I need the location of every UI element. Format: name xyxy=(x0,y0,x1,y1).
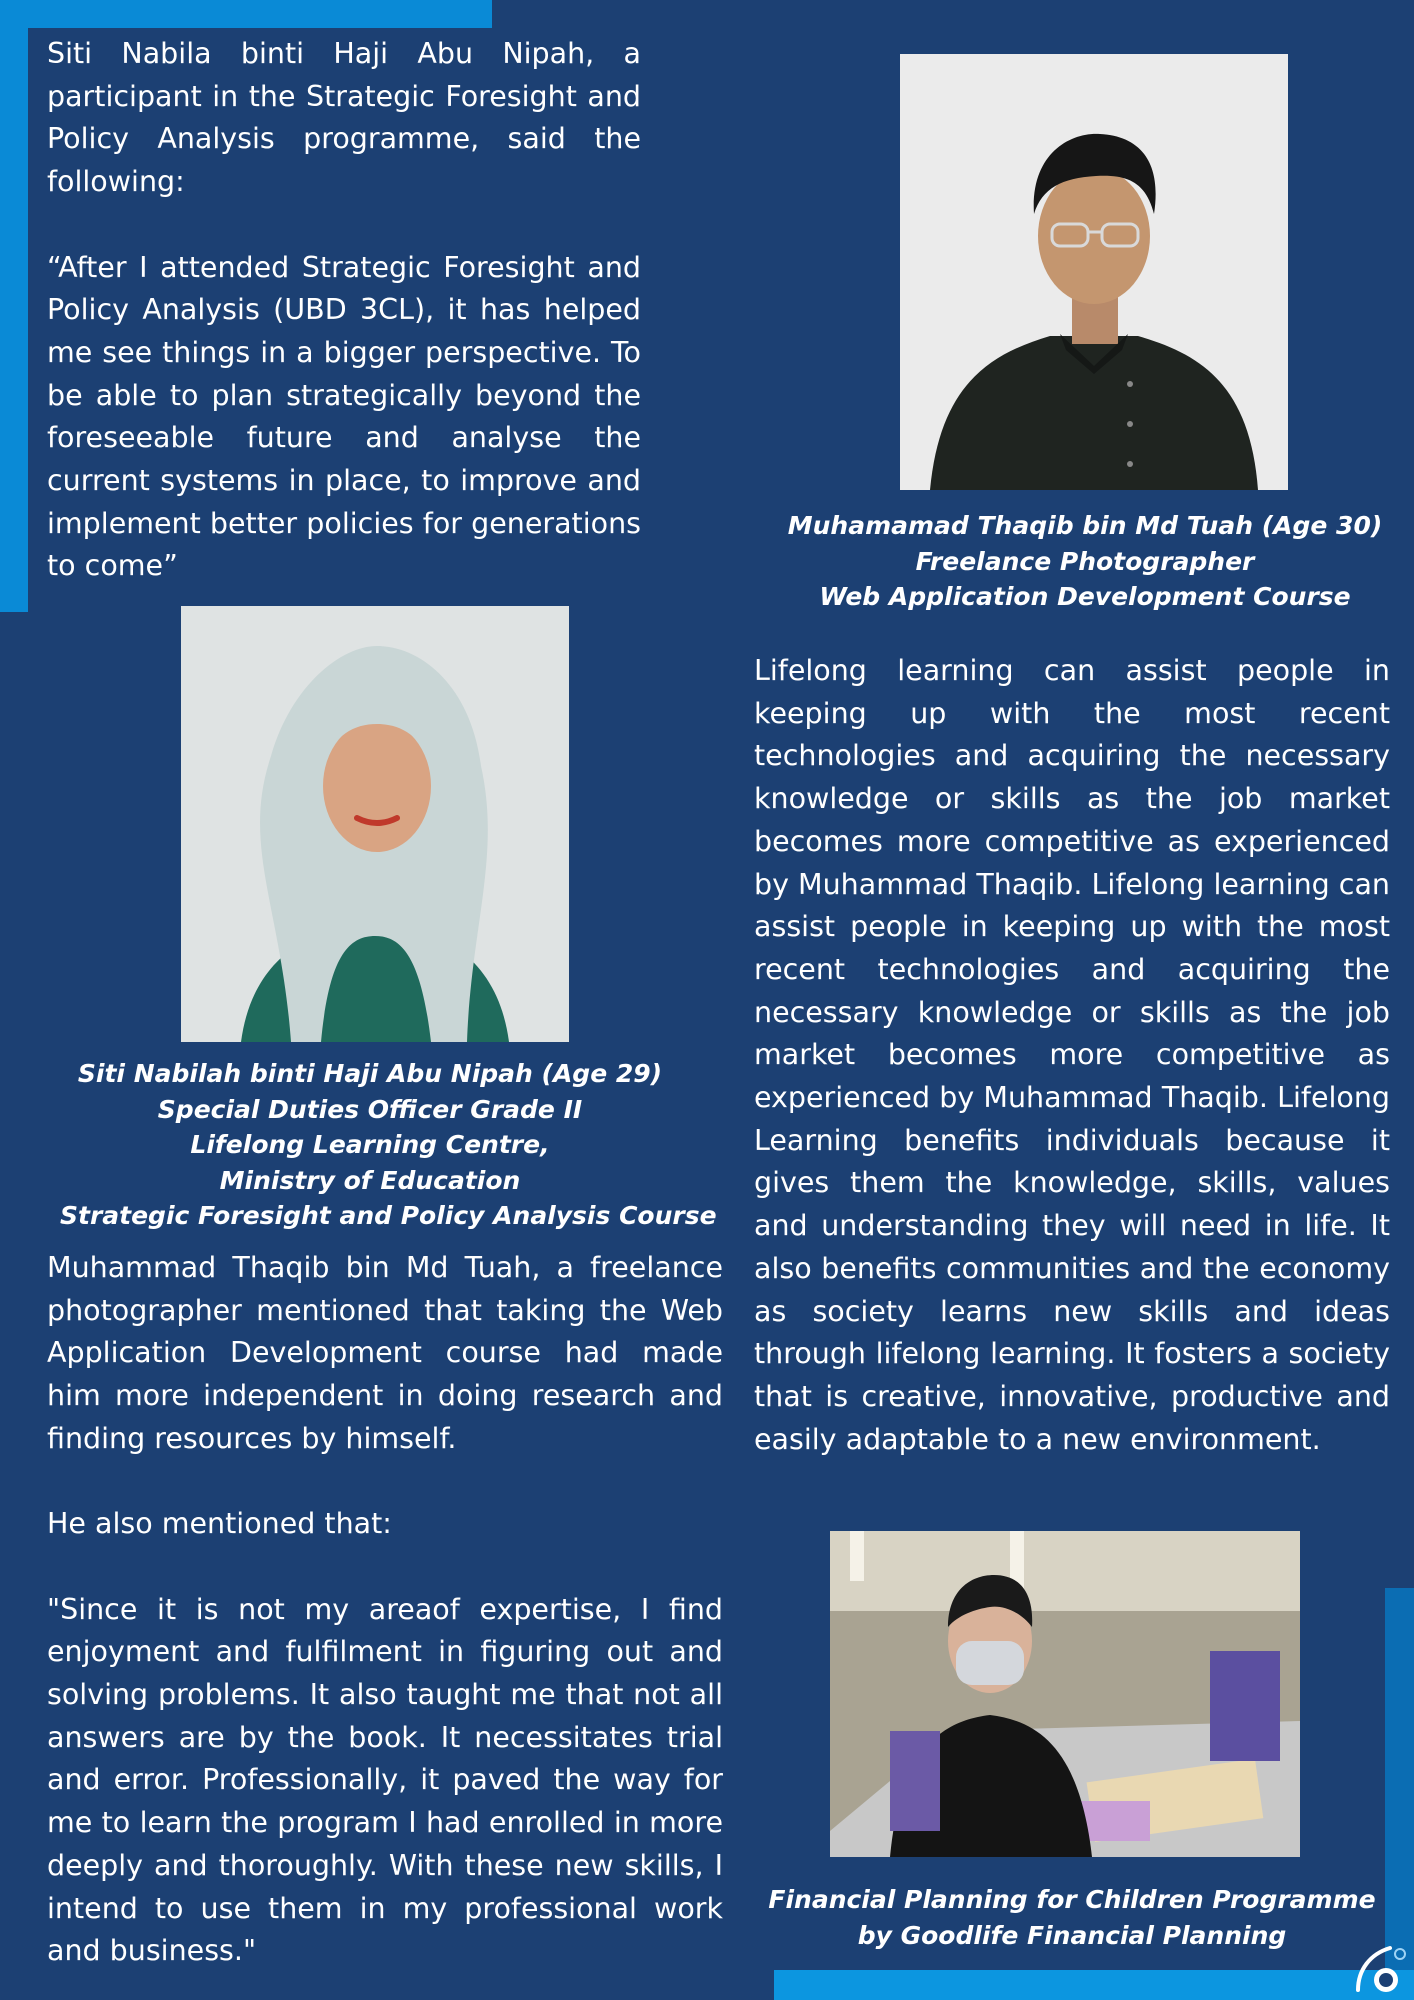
thaqib-caption-occupation: Freelance Photographer xyxy=(915,546,1255,576)
siti-caption-name: Siti Nabilah binti Haji Abu Nipah (Age 29) xyxy=(77,1059,663,1088)
top-accent-bar xyxy=(0,0,492,28)
left-accent-bar xyxy=(0,0,28,612)
lifelong-learning-paragraph: Lifelong learning can assist people in keeping up with the most recent technologies and acquiring the necessary knowledge or skills as the job market becomes more competitive as experienced by Muhammad Thaqib. Lifelong learning can assist people in keeping up with the most recent technologies and acquiring the necessary knowledge or skills as the job market becomes more competitive as experienced by Muhammad Thaqib. Lifelong Learning benefits individuals because it gives them the knowledge, skills, values and understanding they will need in life. It also benefits communities and the economy as society learns new skills and ideas through lifelong learning. It fosters a society that is creative, innovative, productive and easily adaptable to a new environment. xyxy=(754,654,1390,1456)
thaqib-intro-text: Muhammad Thaqib bin Md Tuah, a freelance photographer mentioned that taking the Web Application Development course had made him more independent in doing research and finding resources by himself. xyxy=(47,1251,723,1455)
thaqib-testimonial xyxy=(47,1247,723,1973)
programme-caption-organizer: by Goodlife Financial Planning xyxy=(857,1920,1287,1950)
thaqib-portrait-photo xyxy=(900,54,1288,490)
siti-caption-department: Lifelong Learning Centre, xyxy=(190,1130,550,1159)
thaqib-caption xyxy=(765,508,1405,615)
programme-caption xyxy=(752,1882,1392,1953)
siti-portrait-photo xyxy=(181,606,569,1042)
corner-logo-icon xyxy=(1350,1940,1408,1996)
bottom-accent-bar xyxy=(774,1970,1414,2000)
siti-quote-text: “After I attended Strategic Foresight and Policy Analysis (UBD 3CL), it has helped me see things in a bigger perspective. To be able to plan strategically beyond the foreseeable future and analyse the current systems in place, to improve and implement better policies for generations to come” xyxy=(47,250,641,583)
programme-photo xyxy=(830,1531,1300,1857)
siti-caption-course: Strategic Foresight and Policy Analysis Course xyxy=(60,1201,717,1230)
siti-caption-ministry: Ministry of Education xyxy=(219,1165,521,1195)
siti-caption xyxy=(60,1056,717,1234)
thaqib-quote-text: "Since it is not my areaof expertise, I find enjoyment and fulfilment in figuring out and solving problems. It also taught me that not all answers are by the book. It necessitates trial and error. Professionally, it paved the way for me to learn the program I had enrolled in more deeply and thoroughly. With these new skills, I intend to use them in my professional work and business." xyxy=(47,1592,723,1968)
siti-caption-position: Special Duties Officer Grade II xyxy=(157,1094,583,1124)
programme-caption-title: Financial Planning for Children Programme xyxy=(768,1885,1376,1914)
thaqib-mentioned-text: He also mentioned that: xyxy=(47,1507,392,1541)
siti-testimonial xyxy=(47,33,641,588)
thaqib-caption-course: Web Application Development Course xyxy=(819,582,1351,611)
siti-intro-text: Siti Nabila binti Haji Abu Nipah, a participant in the Strategic Foresight and Policy Analysis programme, said the following: xyxy=(47,37,641,199)
thaqib-caption-name: Muhamamad Thaqib bin Md Tuah (Age 30) xyxy=(787,511,1383,540)
